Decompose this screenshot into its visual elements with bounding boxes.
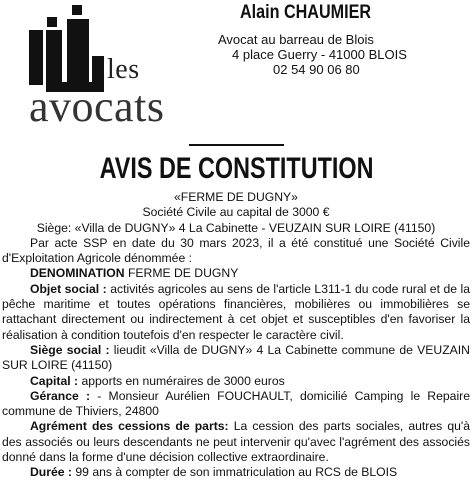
section-siege-social (2, 343, 470, 374)
company-name: «FERME DE DUGNY» (174, 190, 298, 204)
lawyer-address: 4 place Guerry - 41000 BLOIS (232, 47, 407, 62)
lawyer-role: Avocat au barreau de Blois (218, 32, 374, 47)
section-objet-social (2, 282, 470, 343)
section-label: Durée : (30, 465, 72, 480)
logo-word-avocats: avocats (29, 82, 165, 131)
company-type: Société Civile au capital de 3000 € (142, 205, 330, 220)
notice-title (0, 152, 473, 186)
section-text: FERME DE DUGNY (124, 266, 239, 281)
section-gerance (2, 389, 470, 420)
section-label: Capital : (30, 373, 79, 388)
lawyer-phone: 02 54 90 06 80 (273, 62, 360, 77)
section-label: Agrément des cessions de parts: (30, 419, 229, 434)
section-text: La cession des parts sociales, autres qu'à des associés ou leurs descendants ne peut intervenir qu'avec l'agrément des associés donné dans la forme d'une décision collective extraordinaire. (2, 419, 470, 465)
section-label: Siège social : (30, 342, 110, 357)
notice-body (2, 190, 470, 481)
section-text: activités agricoles au sens de l'article L311-1 du code rural et de la pêche maritime et toutes opérations financières, mobilières ou immobilières se rattachant directement ou indirectement à cet objet et susceptibles d'en favoriser la réalisation à condition toutefois d'en respecter le caractère civil. (2, 281, 470, 342)
notice-title-text: AVIS DE CONSTITUTION (99, 152, 374, 185)
section-capital (2, 374, 470, 389)
section-duree (2, 465, 470, 480)
title-separator (189, 144, 284, 146)
section-agrement (2, 419, 470, 465)
section-label: Objet social : (30, 281, 107, 296)
section-label: DENOMINATION (30, 266, 125, 281)
lawyer-name: Alain CHAUMIER (240, 2, 372, 23)
law-firm-logo (28, 0, 178, 138)
section-text: - Monsieur Aurélien FOUCHAULT, domicilié Camping le Repaire commune de Thiviers, 24800 (2, 388, 470, 419)
section-text: lieudit «Villa de DUGNY» 4 La Cabinette commune de VEUZAIN SUR LOIRE (41150) (2, 342, 470, 373)
section-text: apports en numéraires de 3000 euros (78, 373, 285, 388)
intro-paragraph: Par acte SSP en date du 30 mars 2023, il a été constitué une Société Civile d'Exploitation Agricole dénommée : (2, 235, 470, 266)
section-label: Gérance : (30, 388, 91, 403)
section-text: 99 ans à compter de son immatriculation au RCS de BLOIS (72, 465, 398, 480)
section-denomination (2, 266, 470, 281)
logo-word-les: les (107, 54, 140, 85)
company-seat-line: Siège: «Villa de DUGNY» 4 La Cabinette - VEUZAIN SUR LOIRE (41150) (36, 220, 436, 235)
